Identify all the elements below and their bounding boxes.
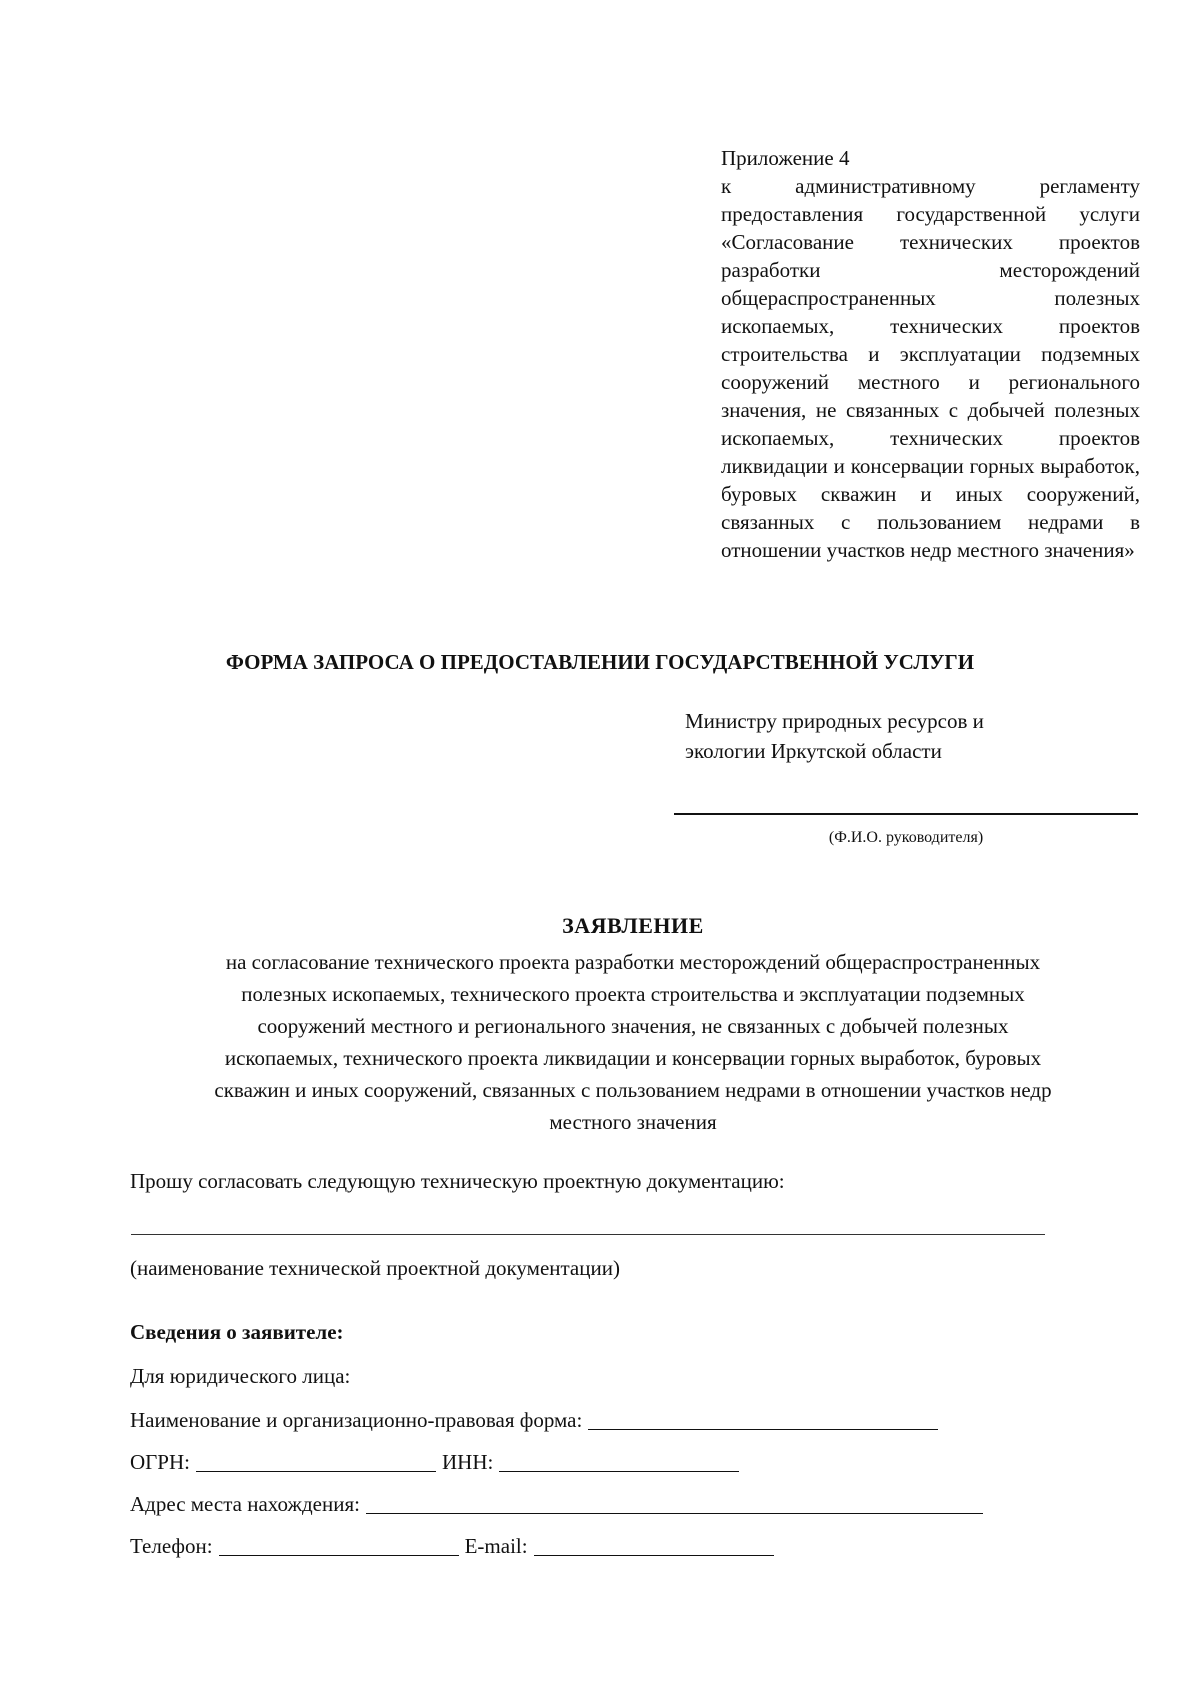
address-row [130, 1490, 983, 1518]
statement-title: ЗАЯВЛЕНИЕ [562, 913, 704, 938]
inn-field[interactable] [499, 1449, 739, 1472]
addressee-line-2: экологии Иркутской области [685, 739, 942, 763]
statement-line: на согласование технического проекта разработки месторождений общераспространенных [225, 950, 1041, 974]
legal-entity-heading: Для юридического лица: [130, 1364, 351, 1388]
project-documentation-caption: (наименование технической проектной документации) [130, 1256, 620, 1280]
addressee-line-1: Министру природных ресурсов и [685, 709, 984, 733]
form-title: ФОРМА ЗАПРОСА О ПРЕДОСТАВЛЕНИИ ГОСУДАРСТВЕННОЙ УСЛУГИ [225, 650, 975, 674]
phone-label: Телефон: [130, 1534, 213, 1558]
inn-label: ИНН: [442, 1450, 494, 1474]
head-name-caption: (Ф.И.О. руководителя) [828, 829, 984, 846]
appendix-text: к административному регламенту предоставления государственной услуги «Согласование технических проектов разработки месторождений общераспространенных полезных ископаемых, технических проектов строительства и эксплуатации подземных сооружений местного и регионального значения, не связанных с добычей полезных ископаемых, технических проектов ликвидации и консервации горных выработок, буровых скважин и иных сооружений, связанных с пользованием недрами в отношении участков недр местного значения» [721, 174, 1140, 562]
ogrn-inn-row [130, 1448, 739, 1476]
addressee-block [685, 706, 1145, 766]
address-label: Адрес места нахождения: [130, 1492, 360, 1516]
statement-line: скважин и иных сооружений, связанных с пользованием недрами в отношении участков недр [214, 1078, 1052, 1102]
statement-line: ископаемых, технического проекта ликвидации и консервации горных выработок, буровых [224, 1046, 1042, 1070]
phone-field[interactable] [219, 1533, 459, 1556]
name-form-field[interactable] [588, 1407, 938, 1430]
address-field[interactable] [366, 1491, 983, 1514]
request-text: Прошу согласовать следующую техническую проектную документацию: [130, 1169, 785, 1193]
email-field[interactable] [534, 1533, 774, 1556]
ogrn-field[interactable] [196, 1449, 436, 1472]
statement-line: местного значения [549, 1110, 717, 1134]
email-label: E-mail: [464, 1534, 528, 1558]
statement-line: сооружений местного и регионального значения, не связанных с добычей полезных [257, 1014, 1009, 1038]
phone-email-row [130, 1532, 774, 1560]
ogrn-label: ОГРН: [130, 1450, 190, 1474]
head-name-field[interactable] [674, 813, 1138, 815]
project-documentation-field[interactable] [131, 1234, 1045, 1235]
applicant-section-heading: Сведения о заявителе: [130, 1320, 344, 1344]
statement-subtitle [128, 946, 1138, 1138]
appendix-title: Приложение 4 [721, 146, 850, 170]
statement-line: полезных ископаемых, технического проекта строительства и эксплуатации подземных [241, 982, 1025, 1006]
name-form-row [130, 1406, 938, 1434]
name-form-label: Наименование и организационно-правовая форма: [130, 1408, 583, 1432]
